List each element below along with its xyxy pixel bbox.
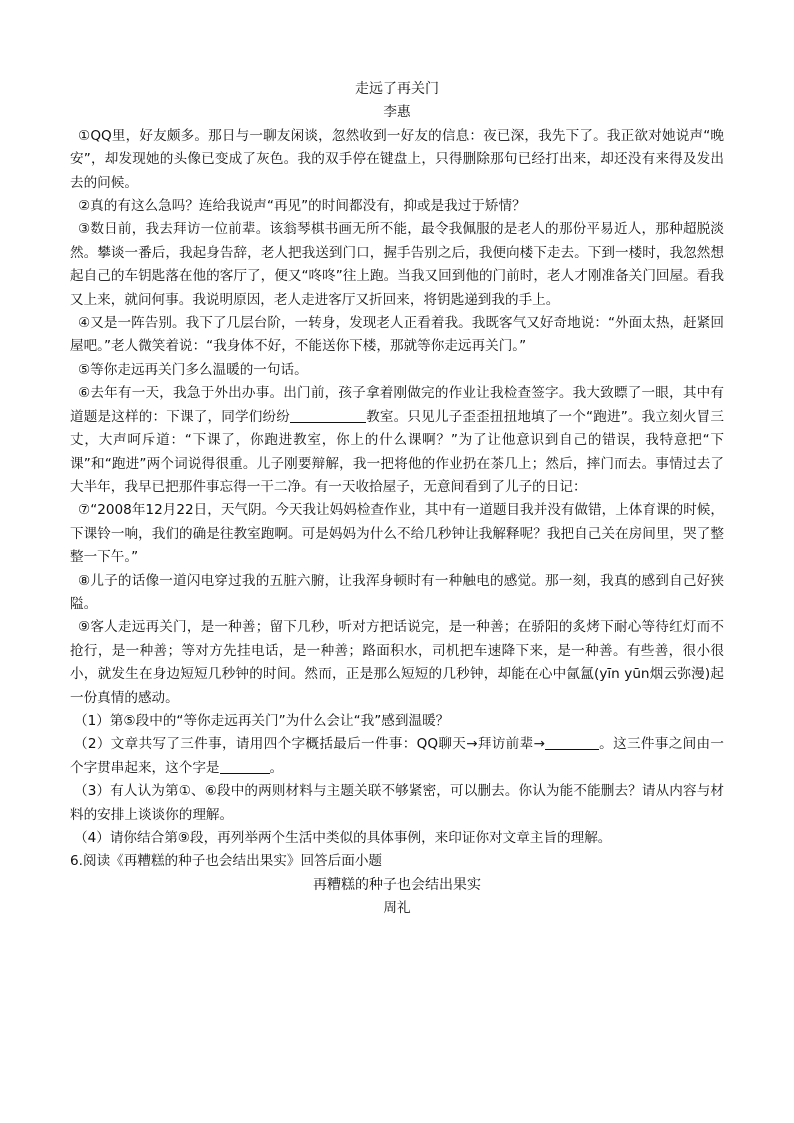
- paragraph-8: ⑧儿子的话像一道闪电穿过我的五脏六腑，让我浑身顿时有一种触电的感觉。那一刻，我真的感到自己好狭隘。: [70, 572, 724, 612]
- paragraph-1: ①QQ里，好友颇多。那日与一聊友闲谈，忽然收到一好友的信息：夜已深，我先下了。我正欲对她说声“晚安”，却发现她的头像已变成了灰色。我的双手停在键盘上，只得删除那句已经打出来，却还没有来得及发出去的问候。: [70, 127, 724, 191]
- answer-blank-line: [545, 734, 599, 750]
- question-2-part-a: （2）文章共写了三件事，请用四个字概括最后一件事：QQ聊天→拜访前辈→: [74, 736, 545, 753]
- paragraph-6-before: ⑥去年有一天，我急于外出办事。出门前，孩子拿着刚做完的作业让我检查签字。我大致瞟了一眼，其中有道题是这样的：下课了，同学们纷纷: [70, 385, 724, 425]
- document-page: [70, 78, 724, 921]
- question-3: （3）有人认为第①、⑥段中的两则材料与主题关联不够紧密，可以删去。你认为能不能删去？请从内容与材料的安排上谈谈你的理解。: [70, 783, 724, 823]
- paragraph-6: [70, 382, 724, 499]
- question-2-part-c: 。: [269, 759, 284, 776]
- paragraph-5: ⑤等你走远再关门多么温暖的一句话。: [78, 361, 308, 378]
- paragraph-4: ④又是一阵告别。我下了几层台阶，一转身，发现老人正看着我。我既客气又好奇地说：“外面太热，赶紧回屋吧。”老人微笑着说：“我身体不好，不能送你下楼，那就等你走远再关门。”: [70, 315, 724, 355]
- paragraph-7: ⑦“2008年12月22日，天气阴。今天我让妈妈检查作业，其中有一道题目我并没有做错，上体育课的时候，下课铃一响，我们的确是往教室跑啊。可是妈妈为什么不给几秒钟让我解释呢？我把自己关在房间里，哭了整整一下午。”: [70, 502, 724, 566]
- question-1: （1）第⑤段中的“等你走远再关门”为什么会让“我”感到温暖？: [74, 712, 450, 729]
- paragraph-3: ③数日前，我去拜访一位前辈。该翁琴棋书画无所不能，最令我佩服的是老人的那份平易近人，那种超脱淡然。攀谈一番后，我起身告辞，老人把我送到门口，握手告别之后，我便向楼下走去。下到一楼时，我忽然想起自己的车钥匙落在他的客厅了，便又“咚咚”往上跑。当我又回到他的门前时，老人才刚准备关门回屋。看我又上来，就问何事。我说明原因，老人走进客厅又折回来，将钥匙递到我的手上。: [70, 221, 724, 308]
- question-4: （4）请你结合第⑨段，再列举两个生活中类似的具体事例，来印证你对文章主旨的理解。: [74, 830, 612, 846]
- answer-blank-line: [220, 758, 270, 774]
- question-2: [70, 733, 724, 780]
- section-6-author: 周礼: [383, 900, 411, 917]
- paragraph-6-after: 教室。只见儿子歪歪扭扭地填了一个“跑进”。我立刻火冒三丈，大声呵斥道：“下课了，你跑进教室，你上的什么课啊？”为了让他意识到自己的错误，我特意把“下课”和“跑进”两个词说得很重。儿子刚要辩解，我一把将他的作业扔在茶几上；然后，摔门而去。事情过去了大半年，我早已把那件事忘得一干二净。有一天收拾屋子，无意间看到了儿子的日记：: [70, 408, 725, 495]
- question-2-part-b: 。这三件事之间由一个字贯串起来，这个字是: [70, 736, 725, 776]
- section-6-title: 再糟糕的种子也会结出果实: [313, 876, 481, 893]
- paragraph-2: ②真的有这么急吗？连给我说声“再见”的时间都没有，抑或是我过于矫情？: [78, 198, 526, 215]
- fill-blank-line: [290, 407, 366, 423]
- paragraph-9: ⑨客人走远再关门，是一种善；留下几秒，听对方把话说完，是一种善；在骄阳的炙烤下耐心等待红灯而不抢行，是一种善；等对方先挂电话，是一种善；路面积水，司机把车速降下来，是一种善。有些善，很小很小，就发生在身边短短几秒钟的时间。然而，正是那么短短的几秒钟，却能在心中氤氲(yīn yūn烟云弥漫)起一份真情的感动。: [70, 619, 724, 706]
- article-author: 李惠: [383, 104, 411, 121]
- article-title: 走远了再关门: [355, 81, 439, 97]
- section-6-heading: 6.阅读《再糟糕的种子也会结出果实》回答后面小题: [70, 853, 383, 870]
